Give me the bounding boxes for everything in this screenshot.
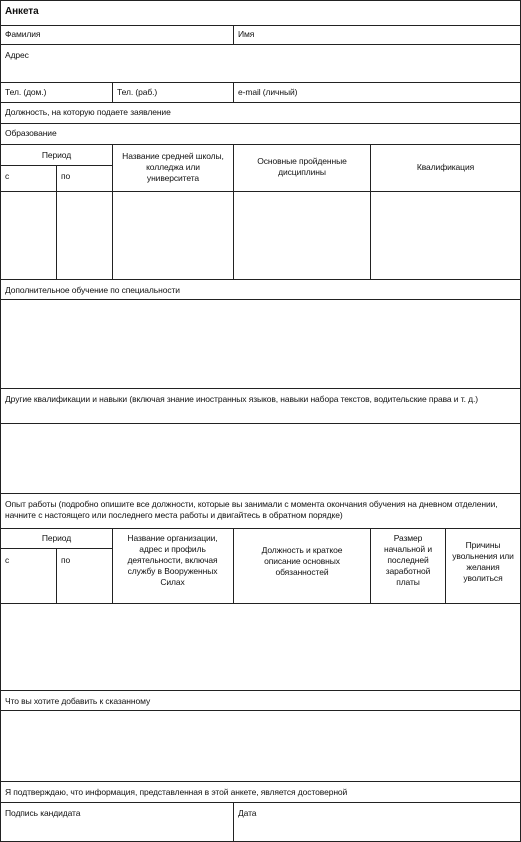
addition-label: Что вы хотите добавить к сказанному: [5, 696, 151, 706]
other-skills-label: Другие квалификации и навыки (включая знание иностранных языков, навыки набора текстов, водительские права и т. д.): [5, 394, 478, 404]
divider: [0, 802, 521, 803]
border-left: [0, 0, 1, 842]
surname-label: Фамилия: [5, 29, 41, 39]
edu-school-header: Название средней школы, колледжа или университета: [122, 151, 224, 183]
divider: [233, 25, 234, 44]
additional-training-label: Дополнительное обучение по специальности: [5, 285, 180, 295]
position-label: Должность, на которую подаете заявление: [5, 107, 171, 117]
divider: [0, 603, 521, 604]
divider: [445, 528, 446, 603]
divider: [233, 528, 234, 603]
divider: [233, 82, 234, 102]
date-label: Дата: [238, 808, 257, 818]
divider: [0, 102, 521, 103]
divider: [112, 144, 113, 279]
experience-heading: Опыт работы (подробно опишите все должности, которые вы занимали с момента окончания обучения на дневном отделении, начните с настоящего или последнего места работы и двигайтесь в обратном порядке): [5, 499, 498, 520]
divider: [0, 279, 521, 280]
divider: [56, 165, 57, 279]
edu-to-header: по: [61, 171, 71, 181]
divider: [0, 144, 521, 145]
phone-work-label: Тел. (раб.): [117, 87, 158, 97]
divider: [0, 423, 521, 424]
exp-organization-header: Название организации, адрес и профиль деятельности, включая службу в Вооруженных Силах: [127, 533, 218, 587]
form-title: Анкета: [5, 6, 39, 17]
exp-salary-header: Размер начальной и последней заработной платы: [384, 533, 432, 587]
divider: [112, 82, 113, 102]
education-heading: Образование: [5, 128, 57, 138]
confirmation-text: Я подтверждаю, что информация, представленная в этой анкете, является достоверной: [5, 787, 348, 797]
signature-label: Подпись кандидата: [5, 808, 81, 818]
edu-period-header: Период: [41, 150, 72, 160]
edu-disciplines-header: Основные пройденные дисциплины: [257, 156, 347, 177]
exp-reasons-header: Причины увольнения или желания уволиться: [452, 540, 514, 583]
exp-period-header: Период: [41, 533, 72, 543]
divider: [0, 82, 521, 83]
divider: [112, 528, 113, 603]
divider: [0, 191, 521, 192]
divider: [0, 710, 521, 711]
border-top: [0, 0, 521, 1]
exp-from-header: с: [5, 555, 10, 565]
divider: [0, 123, 521, 124]
divider: [0, 44, 521, 45]
divider: [370, 528, 371, 603]
exp-position-header: Должность и краткое описание основных обязанностей: [261, 545, 343, 577]
edu-qualification-header: Квалификация: [416, 162, 475, 172]
divider: [0, 781, 521, 782]
divider: [0, 299, 521, 300]
divider: [233, 144, 234, 279]
divider: [0, 388, 521, 389]
divider: [56, 548, 57, 603]
divider: [0, 690, 521, 691]
edu-from-header: с: [5, 171, 10, 181]
address-label: Адрес: [5, 50, 29, 60]
name-label: Имя: [238, 29, 255, 39]
exp-to-header: по: [61, 555, 71, 565]
divider: [0, 25, 521, 26]
divider: [0, 528, 521, 529]
phone-home-label: Тел. (дом.): [5, 87, 47, 97]
divider: [233, 802, 234, 841]
divider: [0, 493, 521, 494]
email-label: e-mail (личный): [238, 87, 298, 97]
